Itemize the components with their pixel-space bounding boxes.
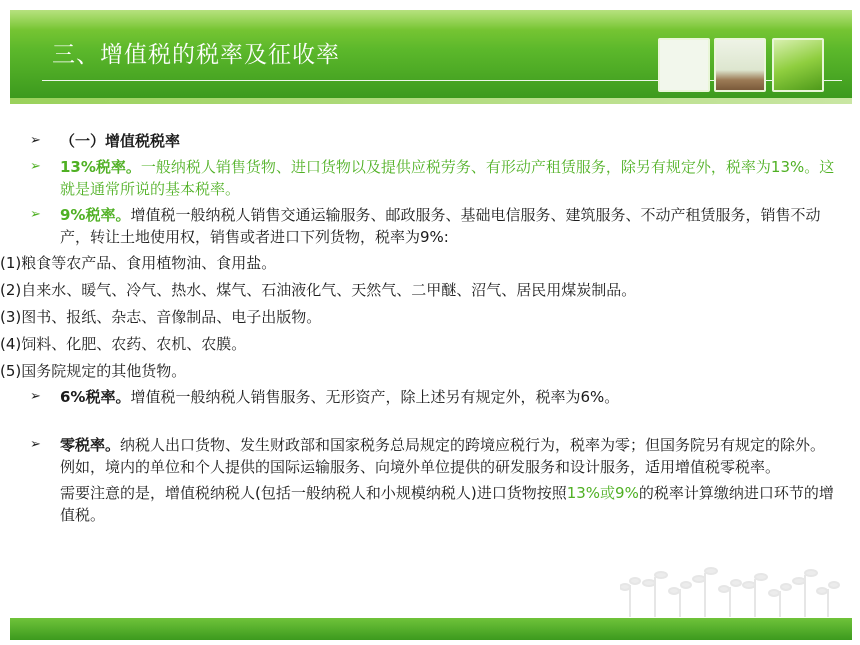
zero-label: 零税率。: [60, 436, 121, 454]
slide-content: [0, 130, 840, 526]
goods-item: (1)粮食等农产品、食用植物油、食用盐。: [0, 254, 277, 272]
section-heading: （一）增值税税率: [60, 132, 181, 150]
list-item-rate13: [30, 156, 840, 200]
goods-item: (5)国务院规定的其他货物。: [0, 362, 187, 380]
goods-item: (4)饲料、化肥、农药、农机、农膜。: [0, 335, 247, 353]
rate9-text: 增值税一般纳税人销售交通运输服务、邮政服务、基础电信服务、建筑服务、不动产租赁服务，销售不动产，转让土地使用权，销售或者进口下列货物，税率为9%:: [60, 206, 821, 246]
decor-thumbnail-leaf: [772, 38, 824, 92]
list-item-zero: [30, 434, 840, 526]
list-item-rate6: [30, 386, 840, 408]
rate6-label: 6%税率。: [60, 388, 131, 406]
rate9-label: 9%税率。: [60, 206, 131, 224]
list-item-rate9: [30, 204, 840, 248]
arrow-bullet-icon: ➢: [30, 437, 41, 452]
footer-bar: [10, 618, 852, 640]
list-item-heading: [30, 130, 840, 152]
plant-decoration-icon: [620, 565, 840, 617]
goods-item: (3)图书、报纸、杂志、音像制品、电子出版物。: [0, 308, 322, 326]
zero-note-after: 的税率计算缴纳进口环节的增值税。: [60, 484, 834, 524]
rate13-label: 13%税率。: [60, 158, 141, 176]
zero-note-before: 需要注意的是，增值税纳税人(包括一般纳税人和小规模纳税人)进口货物按照: [60, 484, 567, 502]
header-bottom-band: [10, 98, 852, 104]
zero-text: 纳税人出口货物、发生财政部和国家税务总局规定的跨境应税行为，税率为零；但国务院另有规定的除外。: [120, 436, 826, 454]
arrow-bullet-icon: ➢: [30, 207, 41, 222]
rate13-text: 一般纳税人销售货物、进口货物以及提供应税劳务、有形动产租赁服务，除另有规定外，税率为13%。这就是通常所说的基本税率。: [60, 158, 835, 198]
decor-thumbnail-sprout: [714, 38, 766, 92]
zero-note: [60, 482, 840, 526]
goods-item: (2)自来水、暖气、冷气、热水、煤气、石油液化气、天然气、二甲醚、沼气、居民用煤炭制品。: [0, 281, 637, 299]
arrow-bullet-icon: ➢: [30, 389, 41, 404]
arrow-bullet-icon: ➢: [30, 159, 41, 174]
arrow-bullet-icon: ➢: [30, 133, 41, 148]
decor-thumbnail-blank: [658, 38, 710, 92]
zero-example: 例如，境内的单位和个人提供的国际运输服务、向境外单位提供的研发服务和设计服务，适用增值税零税率。: [60, 458, 781, 476]
page-title: 三、增值税的税率及征收率: [52, 42, 340, 68]
header-glow: [10, 10, 852, 30]
goods-list: [0, 252, 840, 382]
zero-note-highlight: 13%或9%: [566, 484, 639, 502]
rate6-text: 增值税一般纳税人销售服务、无形资产，除上述另有规定外，税率为6%。: [130, 388, 620, 406]
